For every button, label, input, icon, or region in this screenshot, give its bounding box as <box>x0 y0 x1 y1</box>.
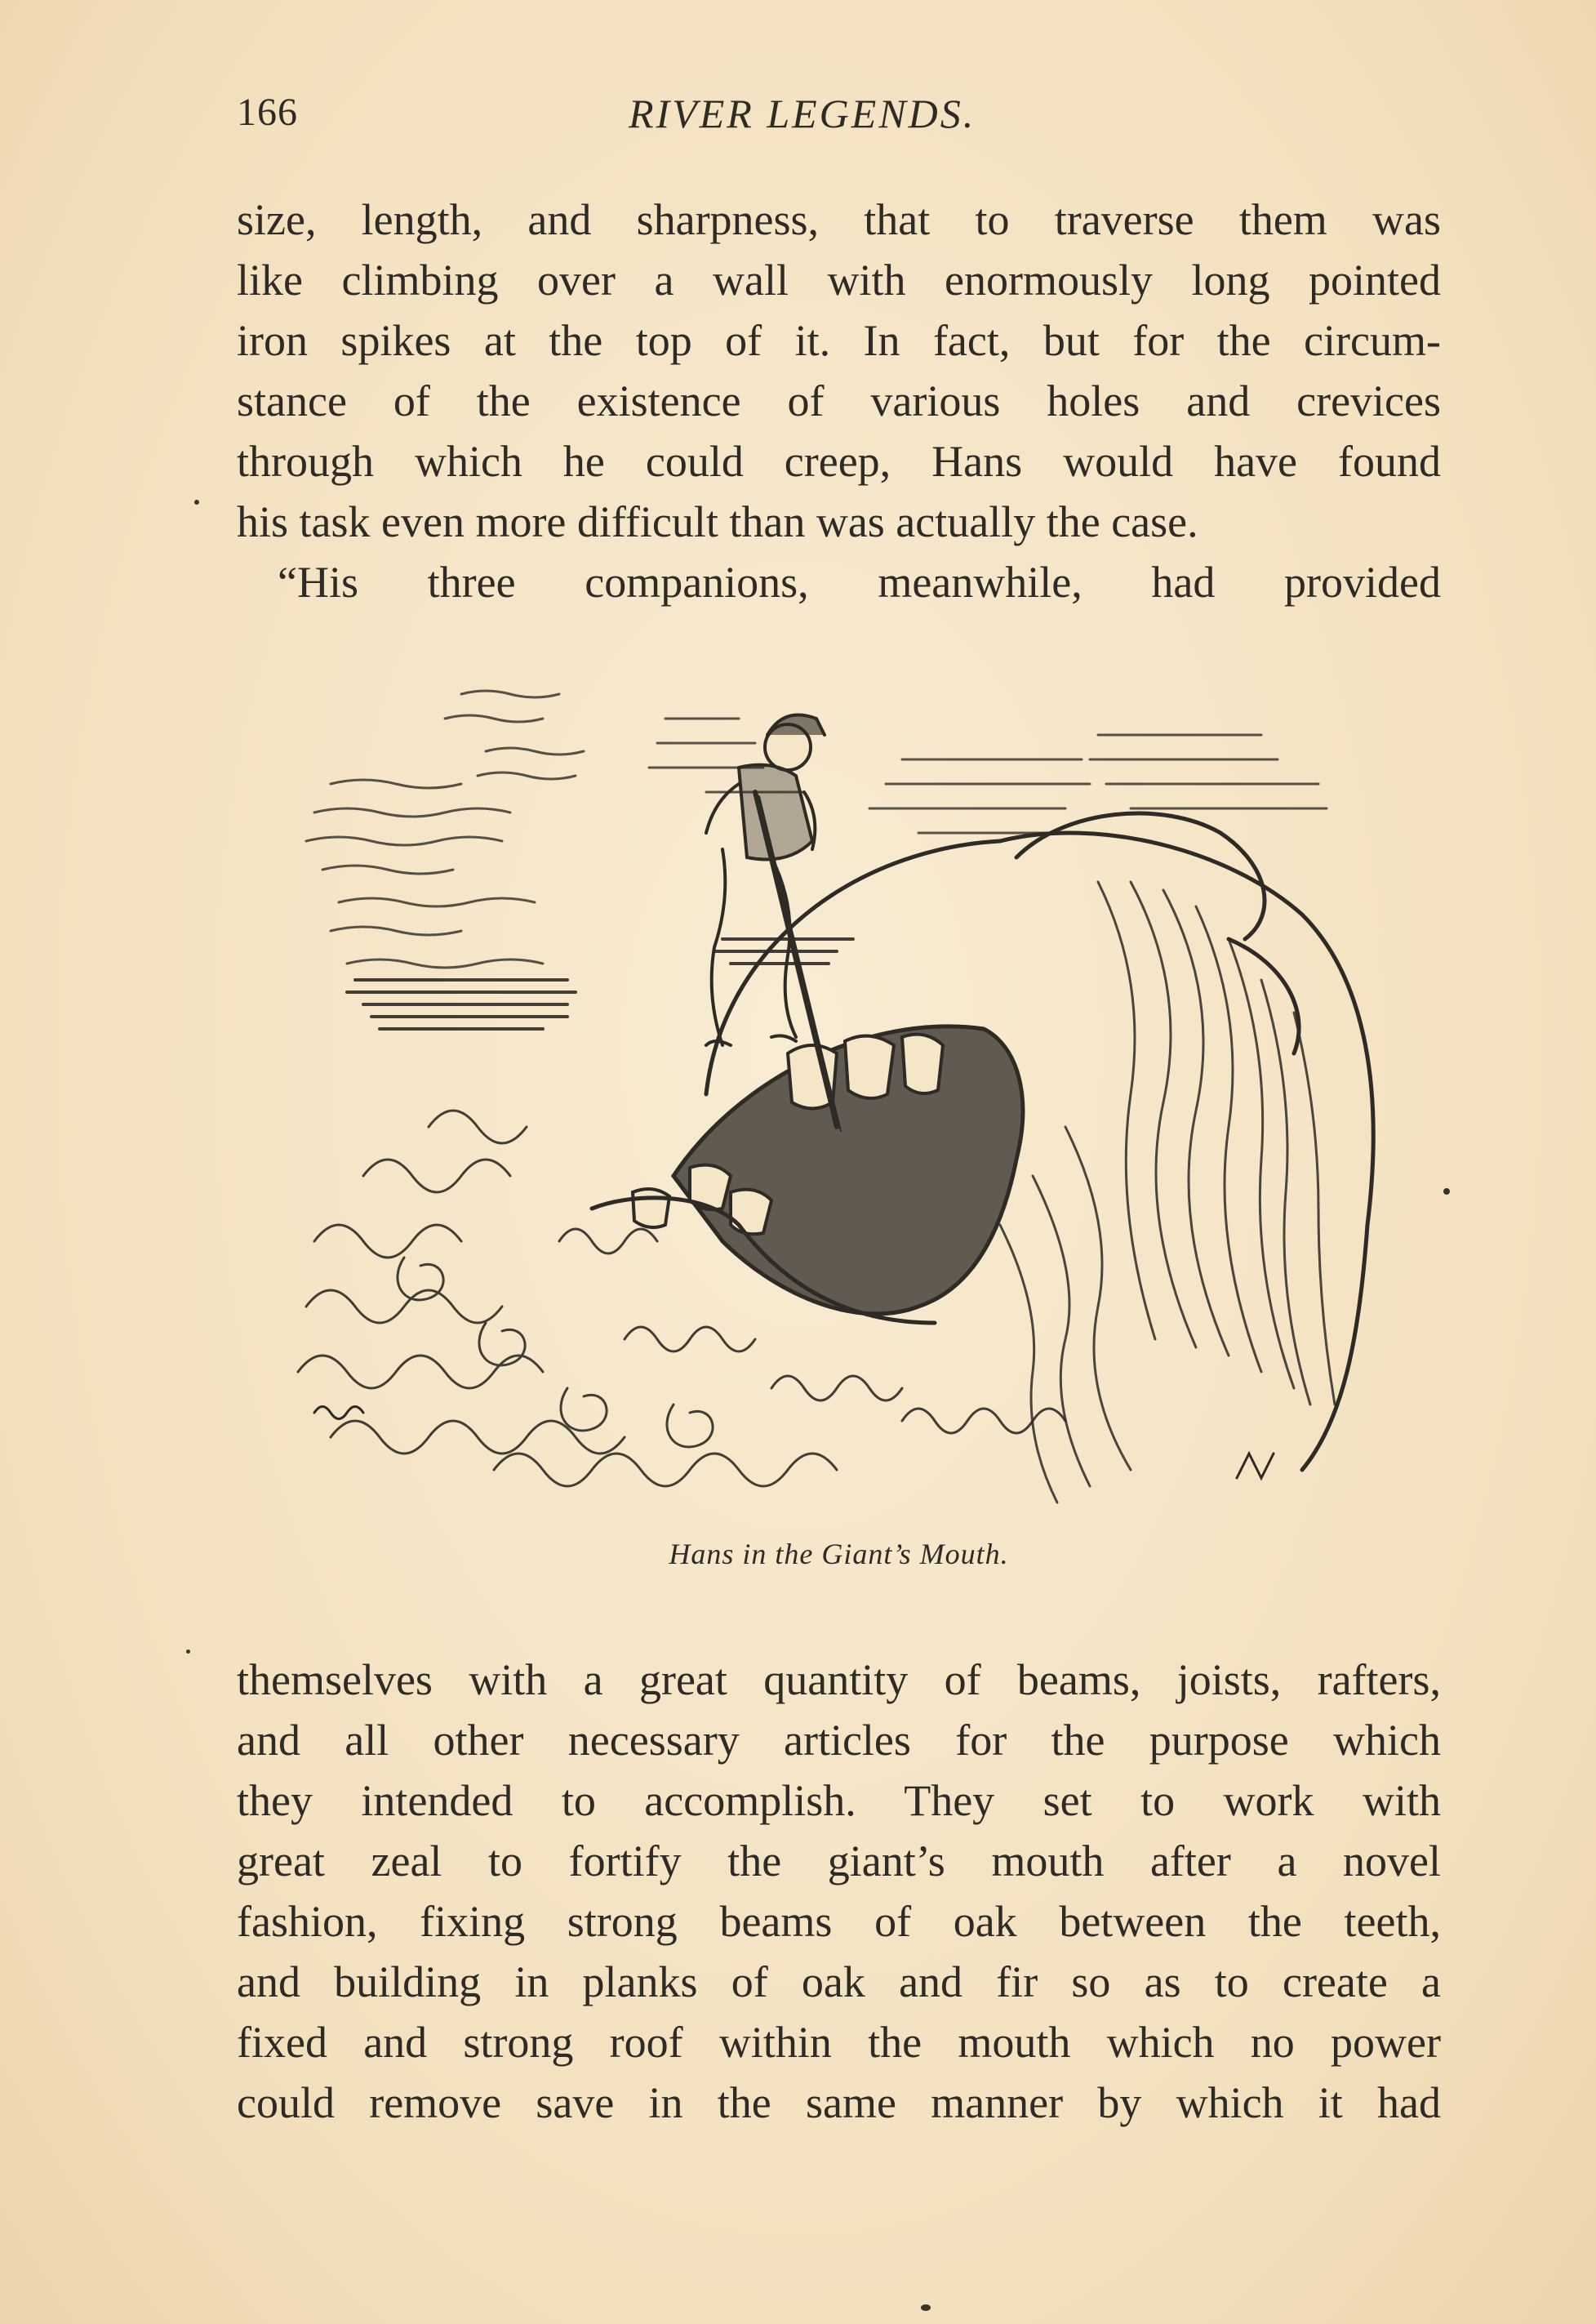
page-number: 166 <box>237 91 298 134</box>
paper-speck <box>921 2304 931 2311</box>
paragraph-bottom <box>237 1650 1441 2133</box>
text-line: could remove save in the same manner by which it had <box>237 2078 1441 2127</box>
text-line: fixed and strong roof within the mouth which no power <box>237 2018 1441 2067</box>
paper-speck <box>186 1650 190 1654</box>
text-line: and all other necessary articles for the purpose which <box>237 1716 1441 1765</box>
paragraph-top <box>237 189 1441 612</box>
text-line: great zeal to fortify the giant’s mouth after a novel <box>237 1836 1441 1885</box>
text-line: size, length, and sharpness, that to traverse them was <box>237 195 1441 244</box>
engraving-illustration <box>282 670 1392 1511</box>
text-line: iron spikes at the top of it. In fact, but for the circum- <box>237 316 1441 365</box>
text-line: “His three companions, meanwhile, had provided <box>278 558 1441 607</box>
text-line: through which he could creep, Hans would have found <box>237 437 1441 486</box>
paper-speck <box>194 500 199 505</box>
running-head: RIVER LEGENDS. <box>629 91 976 136</box>
text-line: fashion, fixing strong beams of oak between the teeth, <box>237 1897 1441 1946</box>
text-line: they intended to accomplish. They set to work with <box>237 1776 1441 1825</box>
paper-speck <box>1443 1188 1450 1195</box>
text-line: themselves with a great quantity of beams, joists, rafters, <box>237 1655 1441 1704</box>
text-line: stance of the existence of various holes and crevices <box>237 376 1441 425</box>
page-header <box>237 90 1441 155</box>
text-line: like climbing over a wall with enormously long pointed <box>237 256 1441 305</box>
text-line: and building in planks of oak and fir so as to create a <box>237 1957 1441 2006</box>
figure-caption: Hans in the Giant’s Mouth. <box>669 1538 1009 1570</box>
text-line: his task even more difficult than was actually the case. <box>237 497 1198 546</box>
